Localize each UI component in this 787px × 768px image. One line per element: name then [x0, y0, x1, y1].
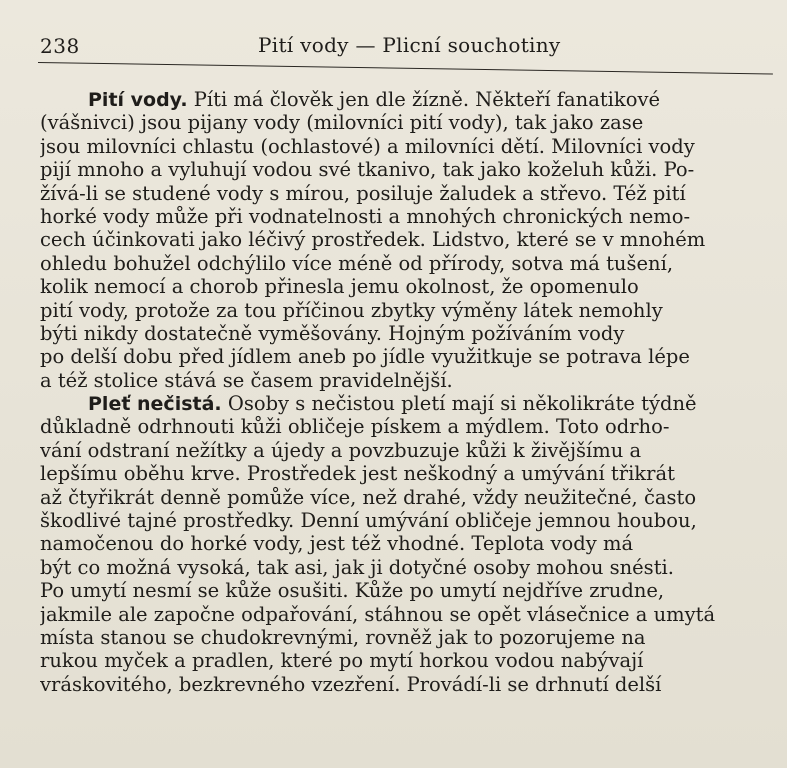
page-body — [40, 88, 770, 696]
page-header — [0, 30, 787, 60]
section-heading: Pleť nečistá. — [88, 393, 222, 416]
paragraph-line: vání odstraní nežítky a újedy a povzbuzuje kůži k živějšímu a — [40, 438, 642, 462]
paragraph-line: ohledu bohužel odchýlilo více méně od přírody, sotva má tušení, — [40, 251, 674, 275]
paragraph-line: žívá-li se studené vody s mírou, posiluje žaludek a střevo. Též pití — [40, 181, 686, 205]
section-heading: Pití vody. — [88, 89, 188, 111]
paragraph-text: Osoby s nečistou pletí mají si několikráte týdně — [221, 392, 697, 416]
running-title: Pití vody — Plicní souchotiny — [258, 33, 561, 57]
paragraph-line: Po umytí nesmí se kůže osušiti. Kůže po umytí nejdříve zrudne, — [40, 579, 665, 603]
paragraph-line: škodlivé tajné prostředky. Denní umývání obličeje jemnou houbou, — [40, 509, 697, 533]
paragraph-line: rukou myček a pradlen, které po mytí horkou vodou nabývají — [40, 649, 644, 673]
paragraph-line: vráskovitého, bezkrevného vzezření. Provádí-li se drhnutí delší — [40, 672, 662, 696]
paragraph-line: být co možná vysoká, tak asi, jak ji dotyčné osoby mohou snésti. — [40, 555, 674, 579]
paragraph-line: jakmile ale započne odpařování, stáhnou se opět vlásečnice a umytá — [40, 602, 716, 626]
paragraph-line: býti nikdy dostatečně vyměšovány. Hojným požíváním vody — [40, 321, 625, 345]
paragraph-line: až čtyřikrát denně pomůže více, než drahé, vždy neužitečné, často — [40, 485, 697, 509]
page-number: 238 — [40, 34, 80, 58]
paragraph-line: (vášnivci) jsou pijany vody (milovníci pití vody), tak jako zase — [40, 111, 644, 135]
paragraph-line — [40, 88, 770, 111]
paragraph-line — [40, 392, 770, 415]
paragraph-text: Píti má člověk jen dle žízně. Někteří fanatikové — [187, 88, 661, 111]
paragraph-line: důkladně odrhnouti kůži obličeje pískem a mýdlem. Toto odrho- — [40, 415, 670, 439]
paragraph-line: namočenou do horké vody, jest též vhodné. Teplota vody má — [40, 532, 634, 556]
paragraph-line: cech účinkovati jako léčivý prostředek. Lidstvo, které se v mnohém — [40, 228, 706, 252]
paragraph-line: pijí mnoho a vyluhují vodou své tkanivo, tak jako koželuh kůži. Po- — [40, 158, 695, 182]
paragraph-line: kolik nemocí a chorob přinesla jemu okolnost, že opomenulo — [40, 275, 639, 299]
paragraph-line: místa stanou se chudokrevnými, rovněž jak to pozorujeme na — [40, 625, 646, 649]
paragraph-line: horké vody může při vodnatelnosti a mnohých chronických nemo- — [40, 204, 691, 228]
paragraph-line: a též stolice stává se časem pravidelnější. — [40, 368, 453, 392]
header-rule — [38, 62, 773, 75]
paragraph-line: po delší dobu před jídlem aneb po jídle využitkuje se potrava lépe — [40, 345, 690, 369]
paragraph-line: pití vody, protože za tou příčinou zbytky výměny látek nemohly — [40, 298, 663, 322]
paragraph-line: jsou milovníci chlastu (ochlastové) a milovníci dětí. Milovníci vody — [40, 134, 695, 158]
paragraph-line: lepšímu oběhu krve. Prostředek jest neškodný a umývání třikrát — [40, 462, 675, 486]
